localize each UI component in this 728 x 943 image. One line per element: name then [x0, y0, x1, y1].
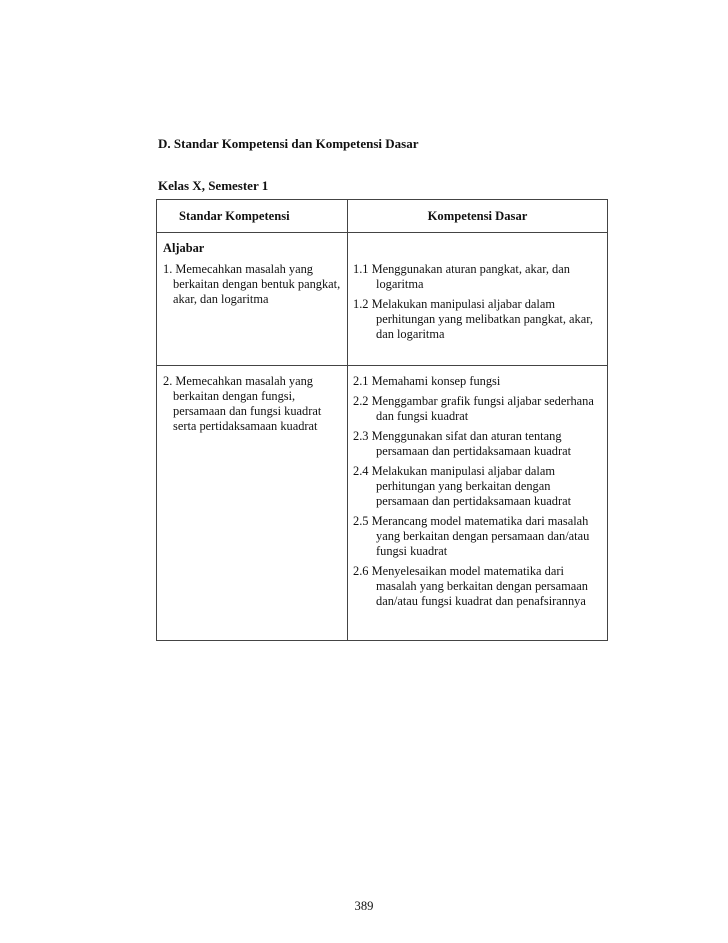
header-kompetensi-dasar: Kompetensi Dasar [348, 200, 608, 233]
kompetensi-cell [348, 233, 608, 366]
competency-table [156, 199, 608, 641]
kompetensi-item: 2.5 Merancang model matematika dari masalah yang berkaitan dengan persamaan dan/atau fungsi kuadrat [353, 514, 590, 558]
kompetensi-item: 1.1 Menggunakan aturan pangkat, akar, dan logaritma [353, 262, 570, 291]
table-row [157, 233, 608, 366]
kompetensi-item: 2.1 Memahami konsep fungsi [353, 374, 501, 388]
section-title: D. Standar Kompetensi dan Kompetensi Dasar [158, 136, 419, 151]
standar-cell [157, 366, 348, 641]
page-number: 389 [354, 899, 374, 913]
standar-item: 2. Memecahkan masalah yang berkaitan dengan fungsi, persamaan dan fungsi kuadrat serta pertidaksamaan kuadrat [163, 374, 322, 433]
table-row [157, 366, 608, 641]
kompetensi-item: 2.4 Melakukan manipulasi aljabar dalam perhitungan yang berkaitan dengan persamaan dan pertidaksamaan kuadrat [353, 464, 572, 508]
topic-heading: Aljabar [163, 241, 205, 255]
standar-cell [157, 233, 348, 366]
kompetensi-item: 2.2 Menggambar grafik fungsi aljabar sederhana dan fungsi kuadrat [353, 394, 594, 423]
header-standar-kompetensi: Standar Kompetensi [157, 200, 348, 233]
kompetensi-item: 2.3 Menggunakan sifat dan aturan tentang persamaan dan pertidaksamaan kuadrat [353, 429, 572, 458]
table-header-row [157, 200, 608, 233]
class-semester-label: Kelas X, Semester 1 [158, 178, 269, 193]
kompetensi-item: 1.2 Melakukan manipulasi aljabar dalam perhitungan yang melibatkan pangkat, akar, dan logaritma [353, 297, 593, 341]
kompetensi-item: 2.6 Menyelesaikan model matematika dari masalah yang berkaitan dengan persamaan dan/atau fungsi kuadrat dan penafsirannya [353, 564, 588, 608]
kompetensi-cell [348, 366, 608, 641]
standar-item: 1. Memecahkan masalah yang berkaitan dengan bentuk pangkat, akar, dan logaritma [163, 262, 341, 306]
